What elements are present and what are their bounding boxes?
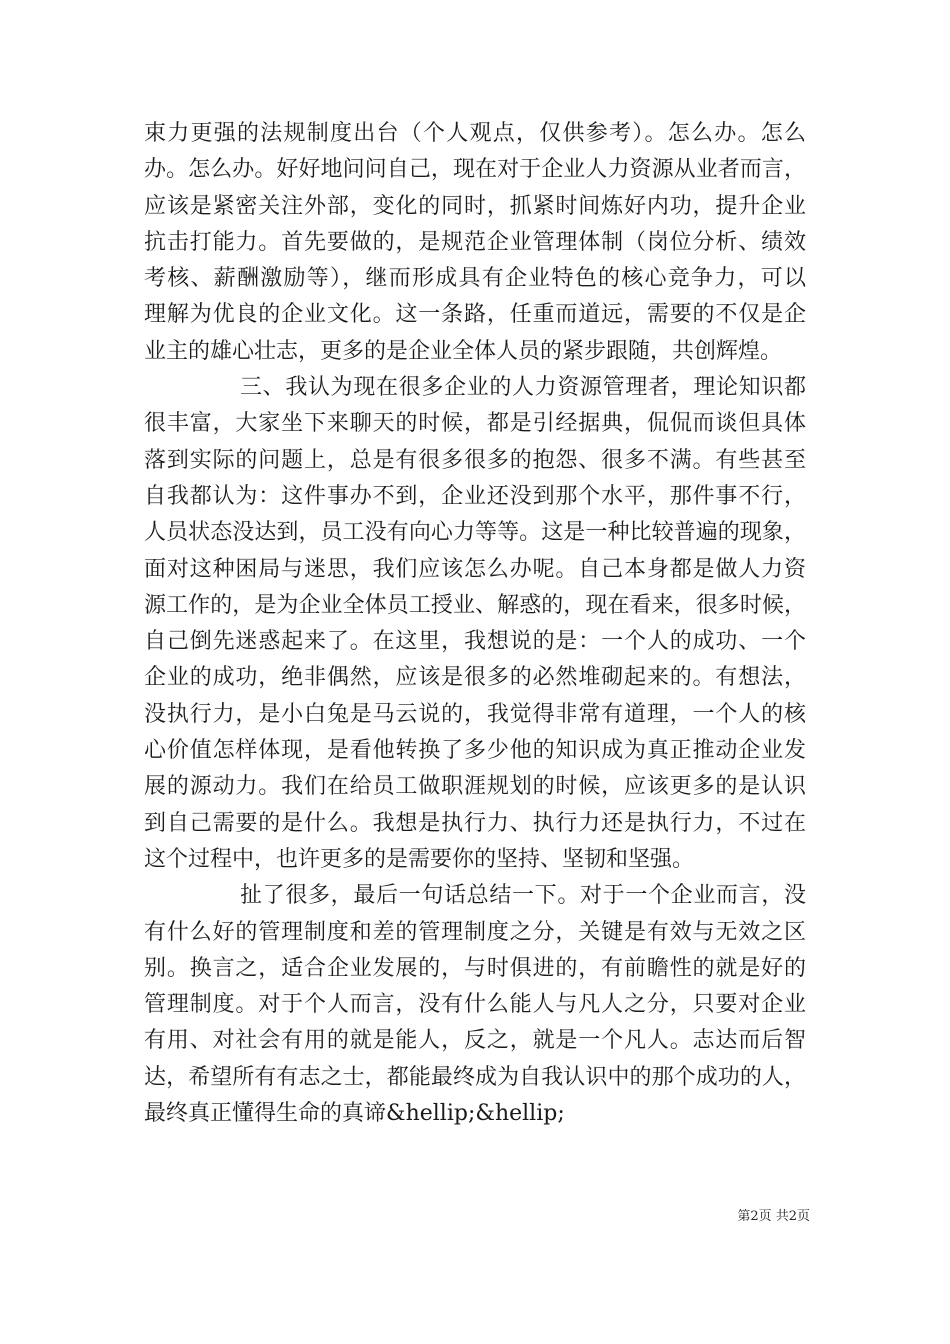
text-line: 最终真正懂得生命的真谛&hellip;&hellip; [144,1101,565,1127]
text-line: 束力更强的法规制度出台（个人观点，仅供参考）。怎么办。怎么 [144,121,806,146]
text-line: 人员状态没达到，员工没有向心力等等。这是一种比较普遍的现象， [144,520,806,546]
text-line: 理解为优良的企业文化。这一条路，任重而道远，需要的不仅是企 [144,302,806,328]
text-line: 有什么好的管理制度和差的管理制度之分，关键是有效与无效之区 [144,919,806,945]
text-line: 抗击打能力。首先要做的，是规范企业管理体制（岗位分析、绩效 [144,229,806,255]
page-number-footer: 第2页 共2页 [737,1209,810,1224]
paragraph-start-line: 三、我认为现在很多企业的人力资源管理者，理论知识都 [240,375,806,401]
text-line: 没执行力，是小白兔是马云说的，我觉得非常有道理，一个人的核 [144,701,806,727]
text-line: 面对这种困局与迷思，我们应该怎么办呢。自己本身都是做人力资 [144,556,806,582]
text-line: 办。怎么办。好好地问问自己，现在对于企业人力资源从业者而言， [144,157,806,183]
body-text [144,116,806,1132]
text-line: 管理制度。对于个人而言，没有什么能人与凡人之分，只要对企业 [144,992,806,1018]
text-line: 很丰富，大家坐下来聊天的时候，都是引经据典，侃侃而谈但具体 [144,411,806,437]
text-line: 落到实际的问题上，总是有很多很多的抱怨、很多不满。有些甚至 [144,447,806,473]
text-line: 心价值怎样体现，是看他转换了多少他的知识成为真正推动企业发 [144,738,806,764]
text-line: 企业的成功，绝非偶然，应该是很多的必然堆砌起来的。有想法， [144,665,806,691]
text-line: 到自己需要的是什么。我想是执行力、执行力还是执行力，不过在 [144,810,806,836]
text-line: 考核、薪酬激励等），继而形成具有企业特色的核心竞争力，可以 [144,266,806,292]
text-line: 展的源动力。我们在给员工做职涯规划的时候，应该更多的是认识 [144,774,806,800]
paragraph-start-line: 扯了很多，最后一句话总结一下。对于一个企业而言，没 [240,883,806,909]
text-line: 有用、对社会有用的就是能人，反之，就是一个凡人。志达而后智 [144,1028,806,1054]
text-line: 源工作的，是为企业全体员工授业、解惑的，现在看来，很多时候， [144,592,806,618]
text-line: 别。换言之，适合企业发展的，与时俱进的，有前瞻性的就是好的 [144,955,806,981]
text-line: 应该是紧密关注外部，变化的同时，抓紧时间炼好内功，提升企业 [144,193,806,219]
text-line: 达，希望所有有志之士，都能最终成为自我认识中的那个成功的人， [144,1064,806,1090]
text-line: 自己倒先迷惑起来了。在这里，我想说的是：一个人的成功、一个 [144,629,806,655]
text-line: 这个过程中，也许更多的是需要你的坚持、坚韧和坚强。 [144,846,695,872]
text-line: 业主的雄心壮志，更多的是企业全体人员的紧步跟随，共创辉煌。 [144,338,783,364]
text-line: 自我都认为：这件事办不到，企业还没到那个水平，那件事不行， [144,483,806,509]
